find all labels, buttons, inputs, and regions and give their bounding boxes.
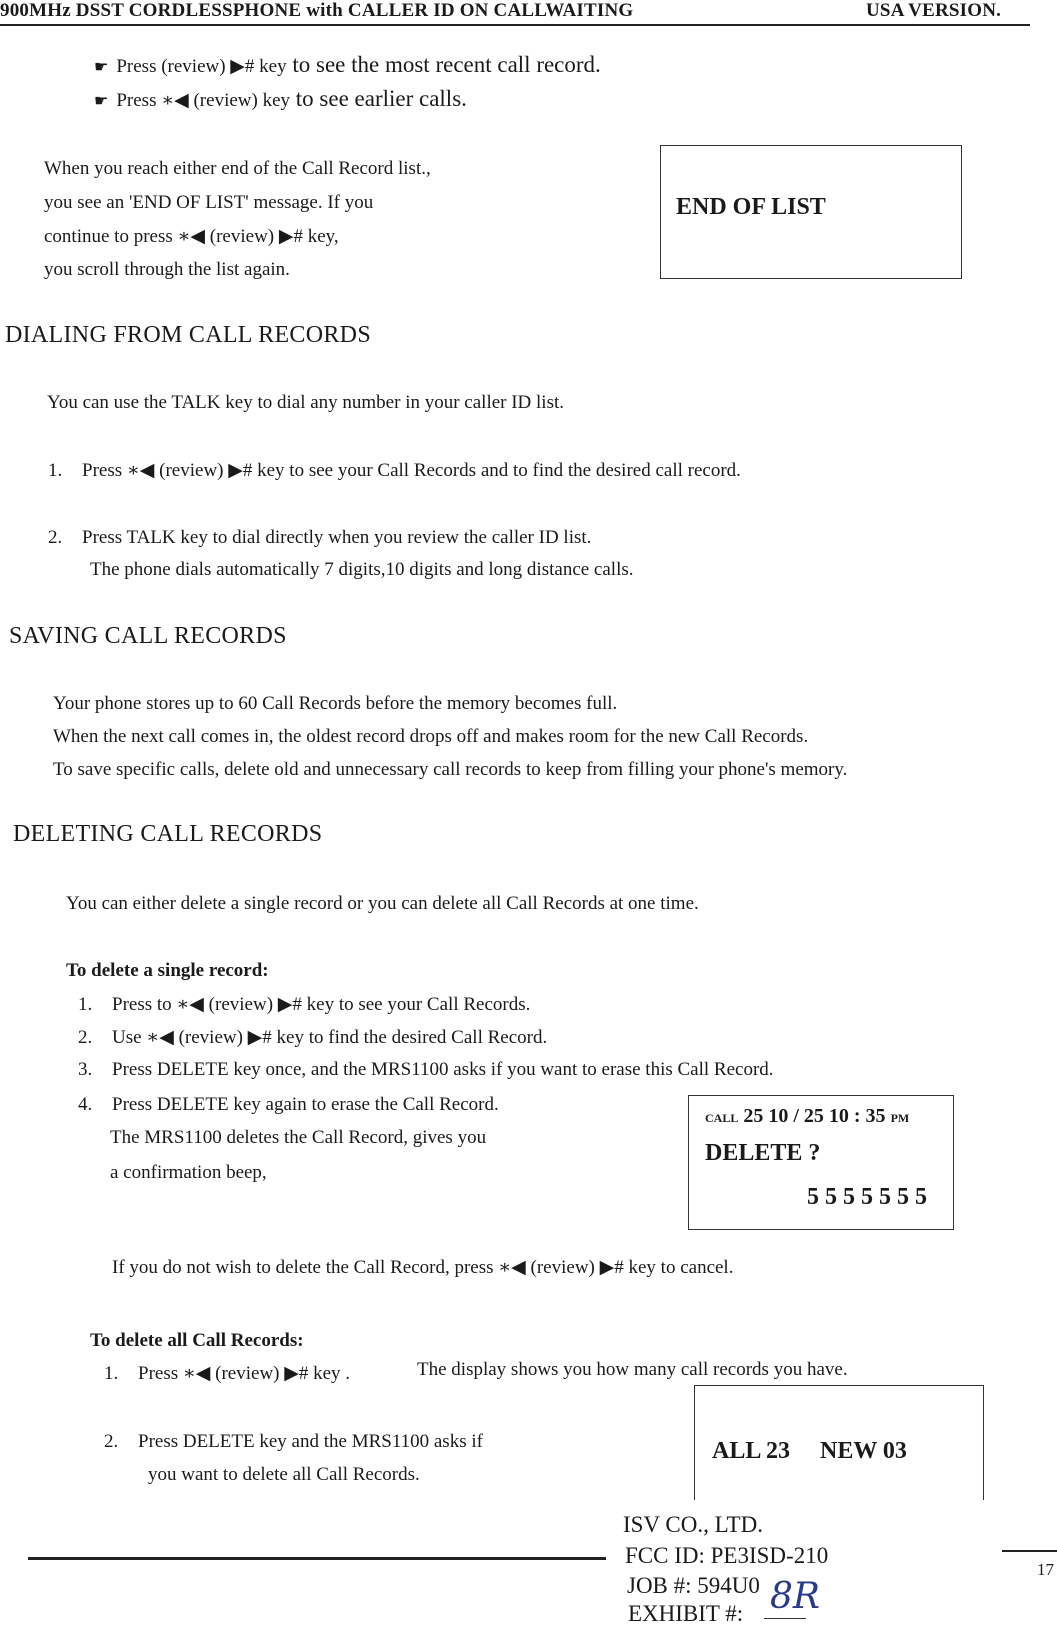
all-step-2 — [104, 1431, 483, 1453]
section-heading-saving: SAVING CALL RECORDS — [9, 623, 287, 649]
step-text: Press TALK key to dial directly when you review the caller ID list. — [82, 527, 592, 548]
dialing-step-1 — [48, 459, 741, 482]
pointing-hand-icon: ☛ — [94, 93, 109, 110]
dialing-step-2 — [48, 527, 591, 549]
header-rule — [0, 24, 1030, 26]
end-para-line: you scroll through the list again. — [44, 259, 290, 280]
section-heading-deleting: DELETING CALL RECORDS — [13, 821, 323, 847]
step-number: 1. — [104, 1363, 119, 1384]
stamp-fcc-id: FCC ID: PE3ISD-210 — [625, 1543, 829, 1568]
saving-line: Your phone stores up to 60 Call Records before the memory becomes full. — [53, 693, 618, 714]
dialing-intro: You can use the TALK key to dial any number in your caller ID list. — [47, 392, 565, 413]
dialing-step-2-cont: The phone dials automatically 7 digits,10 digits and long distance calls. — [90, 559, 634, 580]
bullet-rest: to see earlier calls. — [290, 86, 467, 111]
single-step — [78, 1026, 547, 1049]
lcd-all-count: ALL 23 — [712, 1438, 791, 1464]
step-text: Press to ∗◀ (review) ▶# key to see your Call Records. — [112, 994, 531, 1015]
cancel-instruction: If you do not wish to delete the Call Record, press ∗◀ (review) ▶# key to cancel. — [112, 1257, 734, 1278]
step-text: Press DELETE key again to erase the Call Record. — [112, 1094, 499, 1115]
lcd-end-text: END OF LIST — [676, 194, 826, 220]
step-number: 3. — [78, 1059, 93, 1080]
lcd-end-of-list — [660, 145, 962, 279]
step-number: 2. — [104, 1431, 119, 1452]
bullet-most-recent — [94, 52, 601, 78]
document-header-title: 900MHz DSST CORDLESSPHONE with CALLER ID ON CALLWAITING — [0, 0, 634, 21]
step-number: 1. — [78, 994, 93, 1015]
page-number: 17 — [1037, 1560, 1054, 1579]
saving-line: When the next call comes in, the oldest record drops off and makes room for the new Call Records. — [53, 726, 809, 747]
footer-rule-right — [1002, 1550, 1057, 1552]
deleting-intro: You can either delete a single record or you can delete all Call Records at one time. — [66, 893, 699, 914]
lcd-ampm: PM — [890, 1111, 910, 1125]
stamp-exhibit-label: EXHIBIT #: — [628, 1601, 744, 1626]
step-text: Press DELETE key and the MRS1100 asks if — [138, 1431, 483, 1452]
step-text: Press DELETE key once, and the MRS1100 asks if you want to erase this Call Record. — [112, 1059, 774, 1080]
bullet-rest: to see the most recent call record. — [286, 52, 601, 77]
step-number: 2. — [48, 527, 63, 548]
pointing-hand-icon: ☛ — [94, 59, 109, 76]
single-delete-title: To delete a single record: — [66, 960, 269, 981]
exhibit-handwritten-value: 8R — [770, 1576, 821, 1617]
bullet-prefix: Press (review) ▶# key — [116, 56, 287, 77]
all-step-1-note: The display shows you how many call records you have. — [417, 1359, 848, 1380]
lcd-all-new-count — [694, 1385, 984, 1500]
single-step — [78, 1094, 499, 1116]
all-delete-title: To delete all Call Records: — [90, 1330, 304, 1351]
all-step-1 — [104, 1362, 350, 1385]
step-text: Press ∗◀ (review) ▶# key to see your Call Records and to find the desired call record. — [82, 460, 741, 481]
lcd-call-label: CALL — [705, 1111, 739, 1125]
stamp-company: ISV CO., LTD. — [623, 1512, 763, 1537]
document-header-version: USA VERSION. — [866, 0, 1002, 21]
step-number: 4. — [78, 1094, 93, 1115]
lcd-datetime: 25 10 / 25 10 : 35 — [743, 1105, 886, 1127]
lcd-phone-number: 5 5 5 5 5 5 5 — [807, 1184, 927, 1210]
footer-rule-left — [28, 1557, 606, 1560]
step-number: 2. — [78, 1027, 93, 1048]
single-step — [78, 1059, 774, 1081]
lcd-delete-confirm — [688, 1095, 954, 1230]
stamp-job-number: JOB #: 594U0 — [627, 1573, 760, 1598]
end-para-line: you see an 'END OF LIST' message. If you — [44, 192, 374, 213]
step-text: Use ∗◀ (review) ▶# key to find the desired Call Record. — [112, 1027, 548, 1048]
lcd-delete-prompt: DELETE ? — [705, 1140, 821, 1166]
bullet-earlier — [94, 86, 467, 112]
step-number: 1. — [48, 460, 63, 481]
step-4-cont: The MRS1100 deletes the Call Record, gives you — [110, 1127, 487, 1148]
section-heading-dialing: DIALING FROM CALL RECORDS — [5, 322, 371, 348]
single-step — [78, 993, 530, 1016]
lcd-new-count: NEW 03 — [820, 1438, 907, 1464]
exhibit-blank-line — [764, 1618, 806, 1619]
step-4-cont: a confirmation beep, — [110, 1162, 267, 1183]
end-para-line: continue to press ∗◀ (review) ▶# key, — [44, 226, 339, 247]
lcd-call-datetime — [705, 1105, 909, 1128]
saving-line: To save specific calls, delete old and unnecessary call records to keep from filling your phone's memory. — [53, 759, 848, 780]
end-para-line: When you reach either end of the Call Record list., — [44, 158, 431, 179]
bullet-prefix: Press ∗◀ (review) key — [116, 90, 291, 111]
all-step-2-cont: you want to delete all Call Records. — [148, 1464, 420, 1485]
step-text: Press ∗◀ (review) ▶# key . — [138, 1363, 351, 1384]
